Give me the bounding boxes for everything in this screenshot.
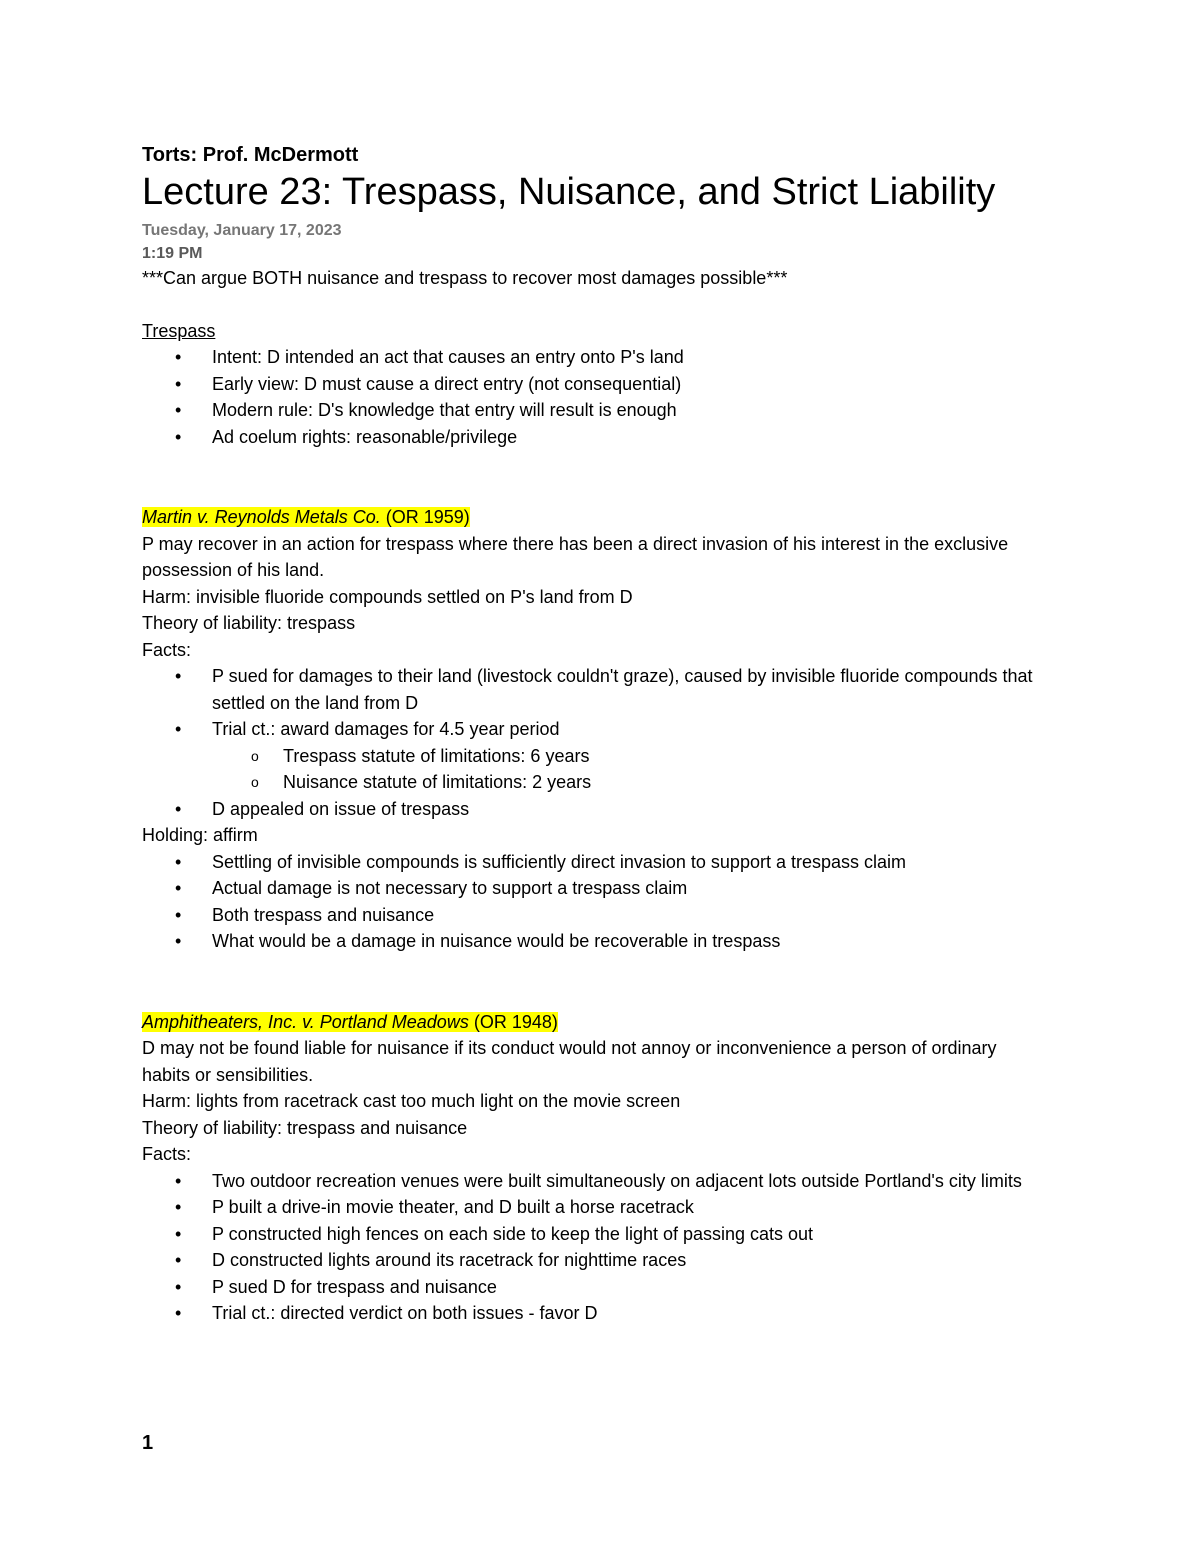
spacer — [142, 955, 1042, 1009]
circle-bullet-icon: o — [251, 747, 259, 764]
list-item: • Trial ct.: directed verdict on both issues - favor D — [142, 1300, 1042, 1327]
list-item: • Early view: D must cause a direct entry (not consequential) — [142, 371, 1042, 398]
sub-list — [212, 743, 1042, 796]
bullet-icon: • — [175, 666, 182, 686]
bullet-icon: • — [175, 878, 182, 898]
bullet-icon: • — [175, 1170, 182, 1191]
note-date: Tuesday, January 17, 2023 — [142, 222, 342, 239]
bullet-icon: • — [175, 1276, 182, 1297]
bullet-icon: • — [175, 1197, 182, 1217]
bullet-icon: • — [175, 1303, 182, 1323]
bullet-icon: • — [175, 1223, 182, 1244]
trespass-list — [142, 344, 1042, 450]
course-heading: Torts: Prof. McDermott — [142, 144, 359, 166]
list-item: • Both trespass and nuisance — [142, 902, 1042, 929]
list-item: • Modern rule: D's knowledge that entry will result is enough — [142, 397, 1042, 424]
spacer — [142, 292, 1042, 318]
page-title: Lecture 23: Trespass, Nuisance, and Strict Liability — [142, 171, 996, 213]
holding-label: Holding: affirm — [142, 825, 258, 845]
bullet-icon: • — [175, 931, 182, 951]
note-time: 1:19 PM — [142, 245, 203, 262]
case-title-amphitheaters — [142, 1009, 1042, 1036]
holding-list — [142, 849, 1042, 955]
case-theory: Theory of liability: trespass — [142, 613, 356, 633]
list-item: • Two outdoor recreation venues were built simultaneously on adjacent lots outside Portland's city limits — [142, 1168, 1042, 1195]
bullet-icon: • — [175, 347, 182, 367]
list-item: • D constructed lights around its racetrack for nighttime races — [142, 1247, 1042, 1274]
list-item: • D appealed on issue of trespass — [142, 796, 1042, 823]
case-name: Martin v. Reynolds Metals Co. — [142, 507, 381, 527]
case-name: Amphitheaters, Inc. v. Portland Meadows — [142, 1011, 469, 1032]
circle-bullet-icon: o — [251, 774, 259, 790]
case-harm: Harm: invisible fluoride compounds settled on P's land from D — [142, 586, 633, 607]
page-content — [142, 141, 1042, 1327]
facts-list — [142, 1168, 1042, 1327]
bullet-icon: • — [175, 904, 182, 925]
sub-list-item: o Nuisance statute of limitations: 2 years — [142, 769, 1042, 796]
case-citation: (OR 1959) — [380, 507, 470, 527]
trespass-heading: Trespass — [142, 320, 216, 341]
bullet-icon: • — [175, 373, 182, 394]
list-item: • Intent: D intended an act that causes an entry onto P's land — [142, 344, 1042, 371]
list-item: • P sued D for trespass and nuisance — [142, 1274, 1042, 1301]
list-item: • Actual damage is not necessary to support a trespass claim — [142, 875, 1042, 902]
facts-list — [142, 663, 1042, 822]
case-title-martin — [142, 504, 1042, 531]
case-theory: Theory of liability: trespass and nuisance — [142, 1117, 468, 1138]
bullet-icon: • — [175, 798, 182, 819]
list-item: • Trial ct.: award damages for 4.5 year period o Trespass statute of limitations: 6 years o Nuisance statute of limitations: 2 years — [142, 716, 1042, 796]
page-number: 1 — [142, 1432, 154, 1454]
facts-label: Facts: — [142, 639, 192, 660]
bullet-icon: • — [175, 851, 182, 872]
list-item: • Settling of invisible compounds is sufficiently direct invasion to support a trespass claim — [142, 849, 1042, 876]
list-item: • Ad coelum rights: reasonable/privilege — [142, 424, 1042, 451]
case-harm: Harm: lights from racetrack cast too much light on the movie screen — [142, 1091, 681, 1111]
bullet-icon: • — [175, 719, 182, 739]
spacer — [142, 450, 1042, 504]
sub-list-item: o Trespass statute of limitations: 6 years — [142, 743, 1042, 770]
list-item: • P sued for damages to their land (livestock couldn't graze), caused by invisible fluoride compounds that settled on the land from D — [142, 663, 1042, 716]
case-citation: (OR 1948) — [468, 1011, 558, 1032]
case-rule: P may recover in an action for trespass where there has been a direct invasion of his interest in the exclusive possession of his land. — [142, 533, 1009, 580]
case-rule: D may not be found liable for nuisance if its conduct would not annoy or inconvenience a person of ordinary habits or sensibilities. — [142, 1038, 997, 1085]
bullet-icon: • — [175, 426, 182, 447]
facts-label: Facts: — [142, 1144, 192, 1164]
list-item: • What would be a damage in nuisance would be recoverable in trespass — [142, 928, 1042, 955]
key-note: ***Can argue BOTH nuisance and trespass to recover most damages possible*** — [142, 268, 788, 288]
bullet-icon: • — [175, 1250, 182, 1270]
list-item: • P built a drive-in movie theater, and D built a horse racetrack — [142, 1194, 1042, 1221]
bullet-icon: • — [175, 400, 182, 420]
list-item: • P constructed high fences on each side to keep the light of passing cats out — [142, 1221, 1042, 1248]
